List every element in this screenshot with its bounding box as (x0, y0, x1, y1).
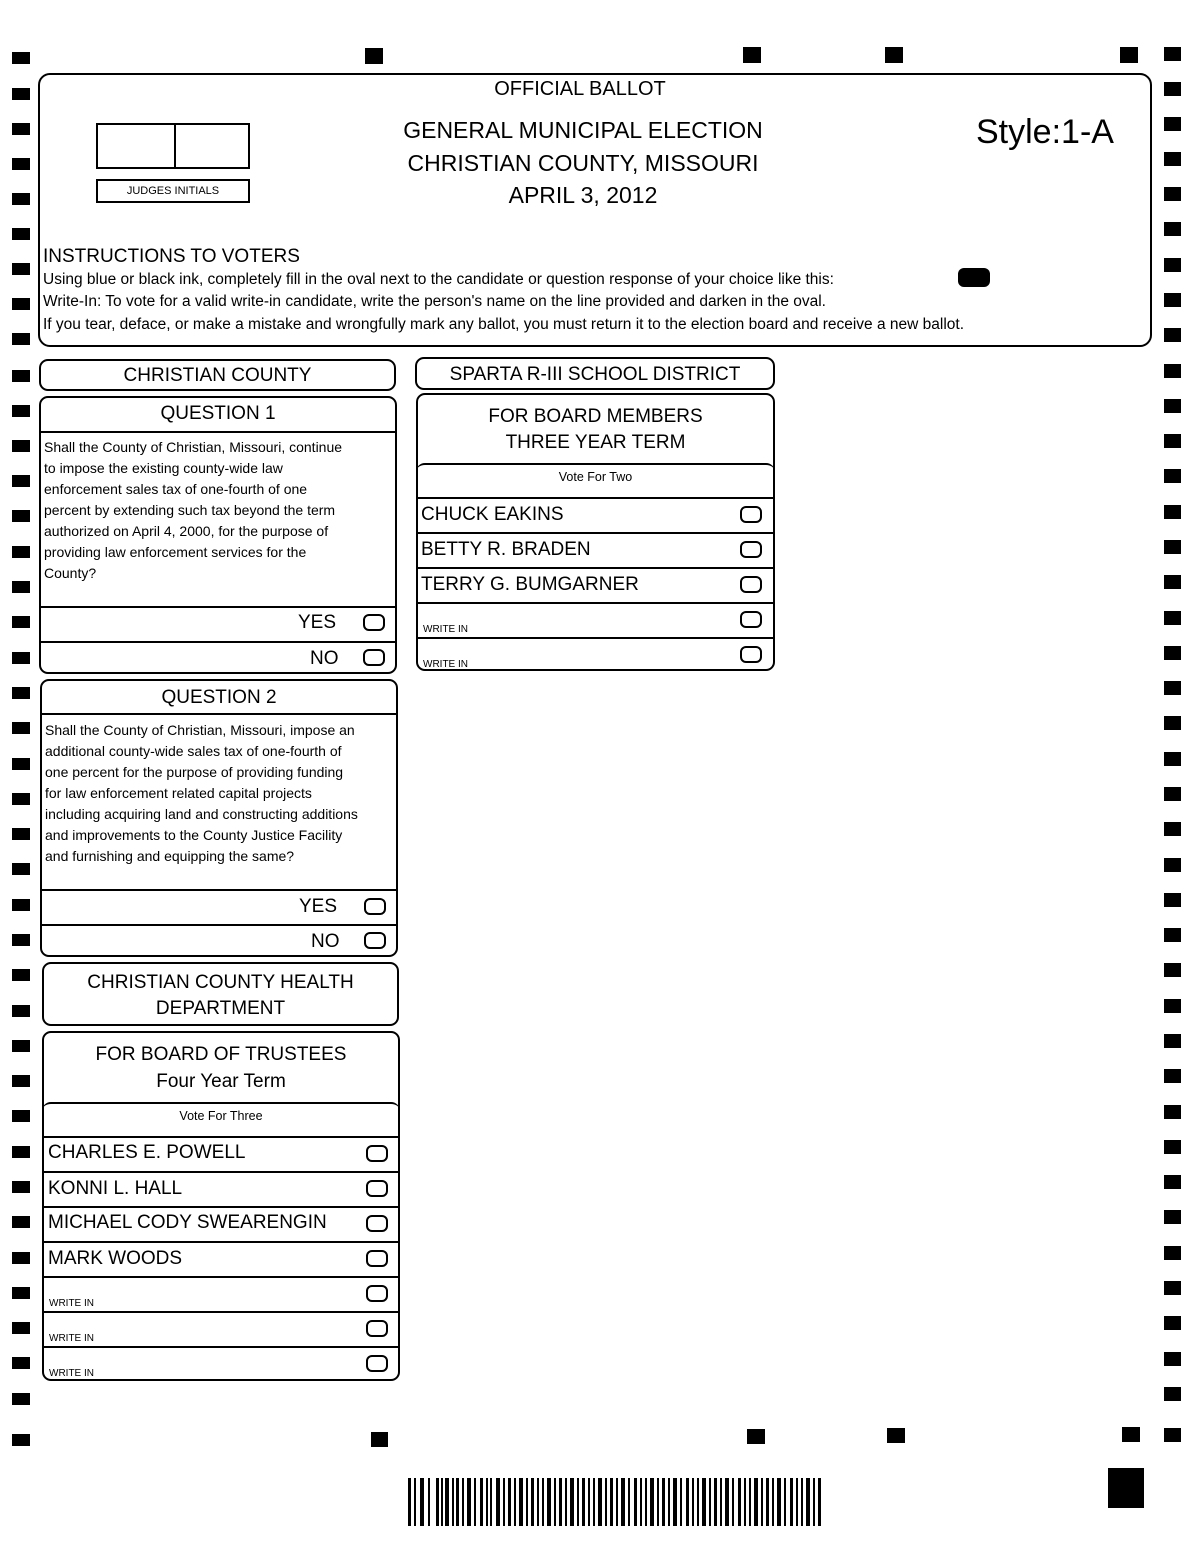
instructions-line-2: Write-In: To vote for a valid write-in candidate, write the person's name on the line provided and darken in the oval. (43, 293, 826, 310)
write-in-oval[interactable] (366, 1285, 388, 1302)
question-2-yes-label: YES (299, 896, 338, 917)
trustees-term: Four Year Term (156, 1071, 286, 1092)
write-in-label: WRITE IN (423, 624, 468, 635)
write-in-label: WRITE IN (49, 1333, 94, 1344)
question-2-text: Shall the County of Christian, Missouri, impose an additional county-wide sales tax of one-fourth of one percent for the purpose of providing funding for law enforcement related capital projects including acquiring land and constructing additions and improvements to the County Justice Facility and furnishing and equipping the same? (45, 722, 358, 864)
candidate-name: MICHAEL CODY SWEARENGIN (48, 1212, 327, 1233)
question-2-yes-oval[interactable] (364, 898, 386, 915)
instructions-line-1: Using blue or black ink, completely fill in the oval next to the candidate or question response of your choice like this: (43, 271, 834, 288)
judges-initials-label: JUDGES INITIALS (96, 179, 250, 203)
school-heading: SPARTA R-III SCHOOL DISTRICT (415, 357, 775, 390)
election-title: GENERAL MUNICIPAL ELECTION (403, 117, 763, 143)
question-2-title: QUESTION 2 (161, 687, 277, 708)
candidate-oval[interactable] (740, 541, 762, 558)
election-county: CHRISTIAN COUNTY, MISSOURI (407, 150, 759, 176)
question-1-no-label: NO (310, 648, 339, 669)
filled-oval-example (958, 268, 990, 287)
candidate-name: MARK WOODS (48, 1248, 183, 1269)
question-1-yes-label: YES (298, 612, 337, 633)
health-heading: CHRISTIAN COUNTY HEALTH DEPARTMENT (42, 962, 399, 1026)
candidate-oval[interactable] (366, 1215, 388, 1232)
write-in-oval[interactable] (366, 1320, 388, 1337)
candidate-oval[interactable] (366, 1250, 388, 1267)
board-members-office: FOR BOARD MEMBERS (488, 406, 703, 427)
write-in-label: WRITE IN (423, 659, 468, 670)
write-in-oval[interactable] (366, 1355, 388, 1372)
candidate-oval[interactable] (740, 506, 762, 523)
official-ballot-label: OFFICIAL BALLOT (494, 78, 666, 100)
question-1-yes-oval[interactable] (363, 614, 385, 631)
candidate-name: TERRY G. BUMGARNER (421, 574, 639, 595)
question-1-title: QUESTION 1 (160, 403, 276, 424)
instructions-line-3: If you tear, deface, or make a mistake and wrongfully mark any ballot, you must return it to the election board and receive a new ballot. (43, 316, 965, 333)
barcode (408, 1478, 828, 1528)
board-members-vote-for: Vote For Two (558, 470, 633, 484)
candidate-oval[interactable] (740, 576, 762, 593)
board-members-term: THREE YEAR TERM (505, 432, 686, 453)
instructions-title: INSTRUCTIONS TO VOTERS (43, 246, 300, 267)
candidate-oval[interactable] (366, 1180, 388, 1197)
election-date: APRIL 3, 2012 (508, 182, 658, 208)
write-in-oval[interactable] (740, 646, 762, 663)
write-in-label: WRITE IN (49, 1298, 94, 1309)
candidate-name: CHUCK EAKINS (421, 504, 564, 525)
question-1-text: Shall the County of Christian, Missouri, continue to impose the existing county-wide law enforcement sales tax of one-fourth of one percent by extending such tax beyond the term authorized on April 4, 2000, for the purpose of providing law enforcement services for the County? (44, 439, 343, 581)
write-in-oval[interactable] (740, 611, 762, 628)
judges-initials-boxes (96, 123, 250, 169)
write-in-label: WRITE IN (49, 1368, 94, 1379)
ballot-style: Style:1-A (976, 113, 1114, 151)
question-1-no-oval[interactable] (363, 649, 385, 666)
trustees-office: FOR BOARD OF TRUSTEES (95, 1044, 347, 1065)
question-2-no-label: NO (311, 931, 340, 952)
trustees-vote-for: Vote For Three (179, 1109, 263, 1123)
question-2-no-oval[interactable] (364, 932, 386, 949)
county-heading: CHRISTIAN COUNTY (39, 359, 396, 391)
candidate-name: KONNI L. HALL (48, 1178, 183, 1199)
candidate-name: BETTY R. BRADEN (421, 539, 591, 560)
candidate-oval[interactable] (366, 1145, 388, 1162)
candidate-name: CHARLES E. POWELL (48, 1142, 246, 1163)
